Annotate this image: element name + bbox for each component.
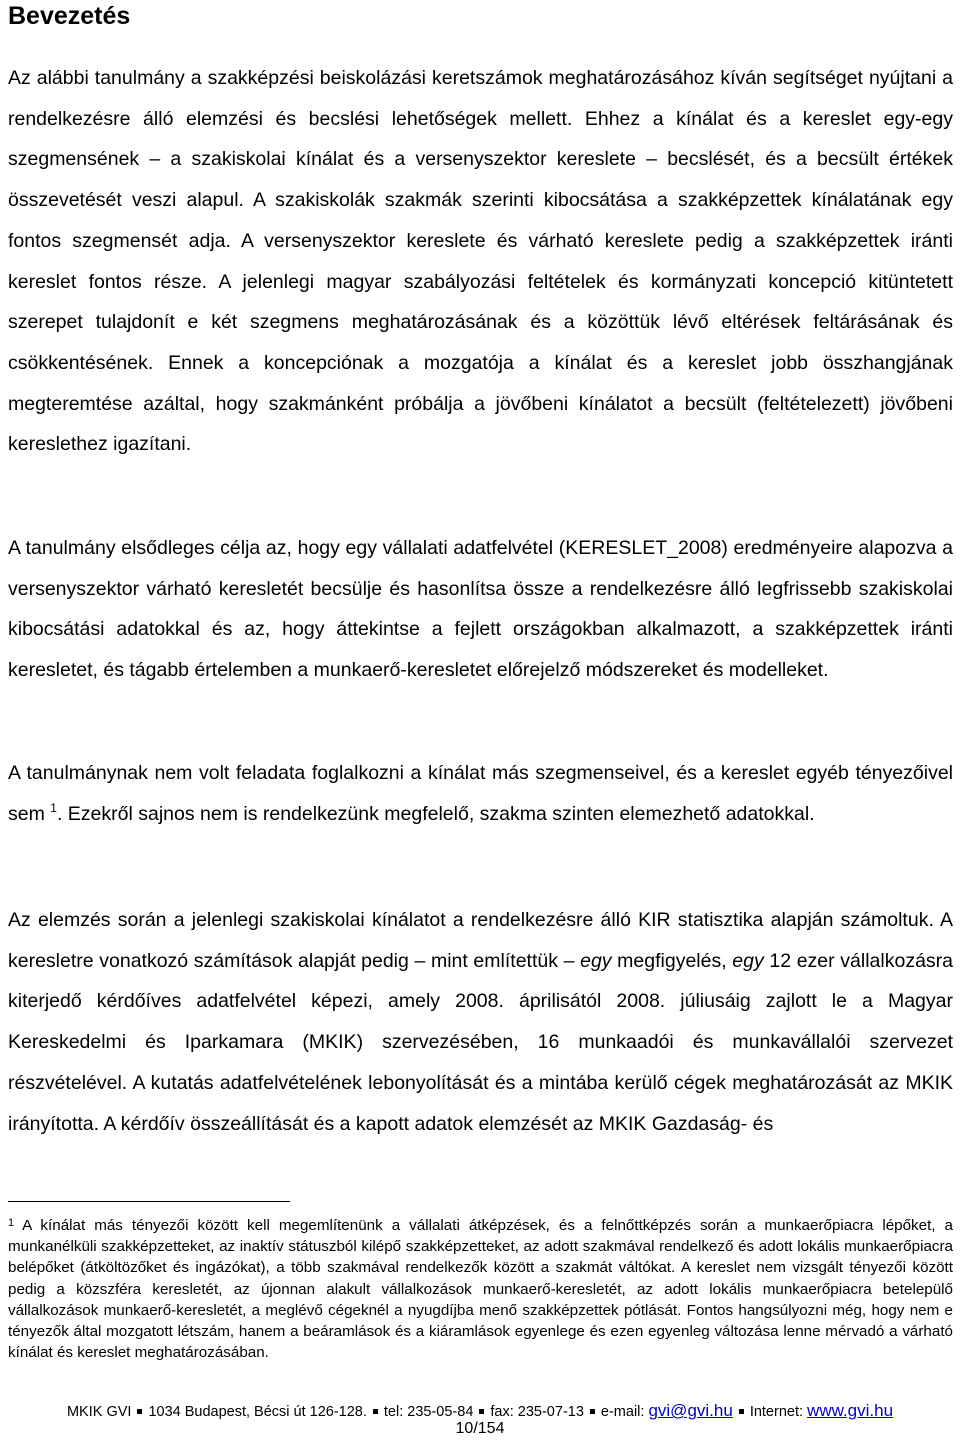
footer-website-link[interactable]: www.gvi.hu — [807, 1401, 894, 1420]
separator-bullet-icon — [739, 1409, 744, 1414]
footnote-reference: 1 — [50, 800, 57, 815]
page-number: 10/154 — [455, 1420, 505, 1437]
footnote-text: A kínálat más tényezői között kell megemlítenünk a vállalati átképzések, és a felnőttképzés során a munkaerőpiacra lépőket, a munkanélküli szakképzetteket, az inaktív státuszból kilépő szakképzetteket, az adott szakmával rendelkező és adott lokális munkaerőpiacra belépőket (átköltözőket és ingázókat), a több szakmával rendelkezők között a szakmát váltókat. A kereslet nem vizsgált tényezői között pedig a közszféra keresletét, az újonnan alakult vállalkozások munkaerő-keresletét, az adott lokális munkaerőpiacra betelepülő vállalkozások munkaerő-keresletét, a meglévő cégeknél a nyugdíjba menő szakképzettek pótlását. Fontos hangsúlyozni még, hogy nem e tényezők által mozgatott létszám, hanem a beáramlások és a kiáramlások egyenlege és ezen egyenleg változása lenne mérvadó a várható kínálat és kereslet meghatározásában. — [8, 1217, 953, 1362]
separator-bullet-icon — [479, 1409, 484, 1414]
footnote-separator — [8, 1201, 290, 1202]
paragraph-methods-text-c: 12 ezer vállalkozásra kiterjedő kérdőíves adatfelvétel képezi, amely 2008. áprilisától 2008. júliusáig zajlott le a Magyar Kereskedelmi és Iparkamara (MKIK) szervezésében, 16 munkaadói és munkavállalói szervezet részvételével. A kutatás adatfelvételének lebonyolítását és a mintába kerülő cégek meghatározását az MKIK irányította. A kérdőív összeállítását és a kapott adatok elemzését az MKIK Gazdaság- és — [8, 949, 953, 1135]
paragraph-methods-text-b: megfigyelés, — [611, 949, 733, 972]
footer-fax: fax: 235-07-13 — [490, 1404, 584, 1420]
paragraph-aim: A tanulmány elsődleges célja az, hogy egy vállalati adatfelvétel (KERESLET_2008) eredményeire alapozva a versenyszektor várható keresletét becsülje és hasonlítsa össze a rendelkezésre álló legfrissebb szakiskolai kibocsátási adatokkal és az, hogy áttekintse a fejlett országokban alkalmazott, a szakképzettek iránti keresletet, és tágabb értelemben a munkaerő-keresletet előrejelző módszereket és modelleket. — [8, 537, 953, 682]
paragraph-methods-text-a: Az elemzés során a jelenlegi szakiskolai kínálatot a rendelkezésre álló KIR statisztika alapján számoltuk. A keresletre vonatkozó számítások alapját pedig – mint említettük – — [8, 909, 953, 972]
paragraph-scope — [8, 753, 953, 834]
paragraph-scope-text-end: . Ezekről sajnos nem is rendelkezünk megfelelő, szakma szinten elemezhető adatokkal. — [56, 802, 815, 825]
footer-email-label: e-mail: — [600, 1404, 645, 1420]
document-heading: Bevezetés — [8, 2, 131, 30]
footer-email-link[interactable]: gvi@gvi.hu — [648, 1401, 733, 1420]
separator-bullet-icon — [137, 1409, 142, 1414]
paragraph-methods-emphasis-2: egy — [732, 949, 764, 972]
footer-org: MKIK GVI — [66, 1404, 132, 1420]
paragraph-methods — [8, 900, 953, 1144]
paragraph-intro: Az alábbi tanulmány a szakképzési beiskolázási keretszámok meghatározásához kíván segítséget nyújtani a rendelkezésre álló elemzési és becslési lehetőségek mellett. Ehhez a kínálat és a kereslet egy-egy szegmensének – a szakiskolai kínálat és a versenyszektor kereslete – becslését, és a becsült értékek összevetését veszi alapul. A szakiskolák szakmák szerinti kibocsátása a szakképzettek kínálatának egy fontos szegmensét adja. A versenyszektor kereslete és várható kereslete pedig a szakképzettek iránti kereslet fontos része. A jelenlegi magyar szabályozási feltételek és kormányzati koncepció kitüntetett szerepet tulajdonít e két szegmens meghatározásának és a közöttük lévő eltérések feltárásának és csökkentésének. Ennek a koncepciónak a mozgatója a kínálat és a kereslet jobb összhangjának megteremtése azáltal, hogy szakmánként próbálja a jövőbeni kínálatot a becsült (feltételezett) jövőbeni kereslethez igazítani. — [8, 67, 953, 456]
footnote-number: 1 — [8, 1217, 15, 1229]
separator-bullet-icon — [590, 1409, 595, 1414]
footer-internet-label: Internet: — [749, 1404, 804, 1420]
footnote — [8, 1213, 953, 1363]
footer-phone: tel: 235-05-84 — [383, 1404, 474, 1420]
paragraph-methods-emphasis-1: egy — [580, 949, 612, 972]
footer-address: 1034 Budapest, Bécsi út 126-128. — [148, 1404, 367, 1420]
separator-bullet-icon — [373, 1409, 378, 1414]
paragraph-scope-text: A tanulmánynak nem volt feladata foglalkozni a kínálat más szegmenseivel, és a kereslet egyéb tényezőivel sem — [8, 762, 953, 825]
